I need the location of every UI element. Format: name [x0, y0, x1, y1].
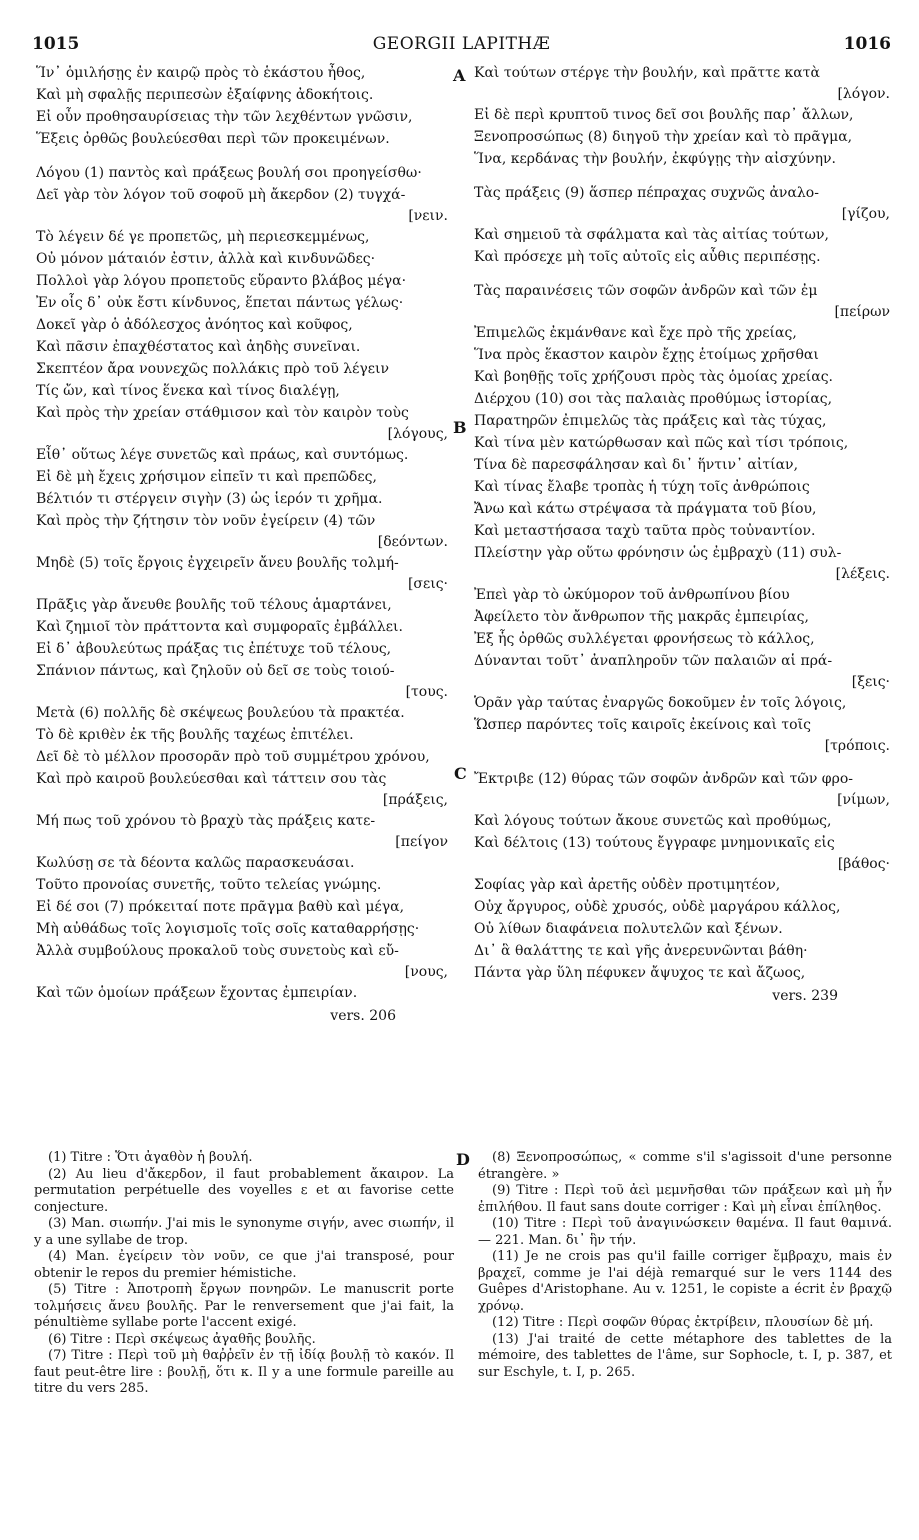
verse-line: Οὐχ ἄργυρος, οὐδὲ χρυσός, οὐδὲ μαργάρου κάλλος, — [474, 899, 841, 915]
footnotes-left — [34, 1150, 454, 1398]
verse-overflow: [λέξεις. — [835, 566, 890, 582]
verse-line: Καὶ σημειοῦ τὰ σφάλματα καὶ τὰς αἰτίας τούτων, — [474, 227, 829, 243]
verse-line: Τὰς πράξεις (9) ἅσπερ πέπραχας συχνῶς ἀναλο- — [474, 185, 819, 201]
verse-line: Καὶ δέλτοις (13) τούτους ἔγγραφε μνημονικαῖς εἰς — [474, 835, 835, 851]
verse-line: Τίς ὤν, καὶ τίνος ἕνεκα καὶ τίνος διαλέγῃ, — [36, 383, 340, 399]
verse-line: Μὴ αὐθάδως τοῖς λογισμοῖς τοῖς σοῖς καταθαρρήσῃς· — [36, 921, 420, 937]
verse-overflow: [λόγον. — [837, 86, 890, 102]
stanza-gap — [474, 268, 890, 280]
verse-line: Ἀλλὰ συμβούλους προκαλοῦ τοὺς συνετοὺς καὶ εὔ- — [36, 943, 399, 959]
footnotes-right — [478, 1150, 892, 1381]
footnote: (10) Titre : Περὶ τοῦ ἀναγινώσκειν θαμένα. Il faut θαμινά. — 221. Man. δι᾿ ἣν τήν. — [478, 1216, 892, 1248]
stanza-gap — [474, 756, 890, 768]
verse-column-left — [36, 62, 448, 1028]
verse-line: Ἐπεὶ γὰρ τὸ ὠκύμορον τοῦ ἀνθρωπίνου βίου — [474, 587, 790, 603]
page-title: GEORGII LAPITHÆ — [372, 34, 551, 54]
verse-overflow: [τους. — [405, 684, 448, 700]
footnote: (6) Titre : Περὶ σκέψεως ἀγαθῆς βουλῆς. — [48, 1331, 316, 1347]
margin-letter-d: D — [456, 1150, 470, 1169]
verse-overflow: [δεόντων. — [377, 534, 448, 550]
verse-column-right — [474, 62, 890, 1008]
verse-line: Μετὰ (6) πολλῆς δὲ σκέψεως βουλεύου τὰ πρακτέα. — [36, 705, 405, 721]
verse-overflow: [σεις· — [407, 576, 448, 592]
verse-line: Δύνανται τοῦτ᾿ ἀναπληροῦν τῶν παλαιῶν αἱ πρά- — [474, 653, 833, 669]
verse-overflow: [βάθος· — [837, 856, 890, 872]
verse-line: Καὶ τίνα μὲν κατώρθωσαν καὶ πῶς καὶ τίσι τρόποις, — [474, 435, 849, 451]
verse-line: Καὶ βοηθῇς τοῖς χρήζουσι πρὸς τὰς ὁμοίας χρείας. — [474, 369, 833, 385]
verse-line: Καὶ τούτων στέργε τὴν βουλήν, καὶ πρᾶττε κατὰ — [474, 65, 820, 81]
margin-letter-c: C — [454, 764, 467, 783]
verse-line: Καὶ πρὸς τὴν ζήτησιν τὸν νοῦν ἐγείρειν (4) τῶν — [36, 513, 376, 529]
verse-overflow: [ξεις· — [851, 674, 890, 690]
verse-overflow: [πράξεις, — [382, 792, 448, 808]
running-header — [32, 34, 891, 58]
verse-overflow: [πείγον — [395, 834, 448, 850]
verse-line: Δεῖ γὰρ τὸν λόγον τοῦ σοφοῦ μὴ ἄκερδον (2) τυγχά- — [36, 187, 406, 203]
verse-line: Ἐν οἷς δ᾿ οὐκ ἔστι κίνδυνος, ἕπεται πάντως γέλως· — [36, 295, 404, 311]
verse-line: Μή πως τοῦ χρόνου τὸ βραχὺ τὰς πράξεις κατε- — [36, 813, 376, 829]
verse-count: vers. 239 — [772, 988, 838, 1004]
verse-line: Δεῖ δὲ τὸ μέλλον προσορᾶν πρὸ τοῦ συμμέτρου χρόνου, — [36, 749, 430, 765]
footnote: (2) Au lieu d'ἄκερδον, il faut probablement ἄκαιρον. La permutation perpétuelle des voyelles ε et αι favorise cette conjecture. — [34, 1166, 454, 1215]
verse-line: Σκεπτέον ἄρα νουνεχῶς πολλάκις πρὸ τοῦ λέγειν — [36, 361, 390, 377]
footnote: (12) Titre : Περὶ σοφῶν θύρας ἐκτρίβειν, πλουσίων δὲ μή. — [492, 1315, 874, 1330]
verse-line: Καὶ πᾶσιν ἐπαχθέστατος καὶ ἀηδὴς συνεῖναι. — [36, 339, 361, 355]
verse-line: Διέρχου (10) σοι τὰς παλαιὰς προθύμως ἱστορίας, — [474, 391, 833, 407]
margin-letter-a: A — [453, 66, 466, 85]
verse-line: Εἰ δὲ μὴ ἔχεις χρήσιμον εἰπεῖν τι καὶ πρεπῶδες, — [36, 469, 377, 485]
verse-line: Ἐπιμελῶς ἐκμάνθανε καὶ ἔχε πρὸ τῆς χρείας, — [474, 325, 797, 341]
verse-line: Ἵνα πρὸς ἕκαστον καιρὸν ἔχῃς ἑτοίμως χρῆσθαι — [474, 347, 819, 363]
verse-line: Εἰ οὖν προθησαυρίσειας τὴν τῶν λεχθέντων γνῶσιν, — [36, 109, 413, 125]
verse-overflow: [γίζου, — [841, 206, 890, 222]
verse-line: Οὐ λίθων διαφάνεια πολυτελῶν καὶ ξένων. — [474, 921, 783, 937]
verse-line: Καὶ πρὸς τὴν χρείαν στάθμισον καὶ τὸν καιρὸν τοὺς — [36, 405, 409, 421]
verse-line: Καὶ ζημιοῖ τὸν πράττοντα καὶ συμφοραῖς ἐμβάλλει. — [36, 619, 403, 635]
verse-overflow: [λόγους, — [387, 426, 448, 442]
verse-line: Ἵνα, κερδάνας τὴν βουλήν, ἐκφύγῃς τὴν αἰσχύνην. — [474, 151, 836, 167]
footnote: (1) Titre : Ὅτι ἀγαθὸν ἡ βουλή. — [48, 1150, 253, 1165]
footnote: (8) Ξενοπροσώπως, « comme s'il s'agissoit d'une personne étrangère. » — [478, 1150, 892, 1182]
verse-line: Τὸ δὲ κριθὲν ἐκ τῆς βουλῆς ταχέως ἐπιτέλει. — [36, 727, 354, 743]
footnote: (4) Man. ἐγείρειν τὸν νοῦν, ce que j'ai transposé, pour obtenir le repos du premier hémistiche. — [34, 1249, 454, 1281]
verse-line: Σπάνιον πάντως, καὶ ζηλοῦν οὐ δεῖ σε τοὺς τοιού- — [36, 663, 395, 679]
verse-line: Καὶ μεταστήσασα ταχὺ ταῦτα πρὸς τοὐναντίον. — [474, 523, 816, 539]
footnote: (7) Titre : Περὶ τοῦ μὴ θαῤῥεῖν ἐν τῇ ἰδίᾳ βουλῇ τὸ κακόν. Il faut peut-être lire : βουλῇ, ὅτι κ. Il y a une formule pareille au titre du vers 285. — [34, 1348, 454, 1396]
margin-letter-b: B — [453, 418, 467, 437]
verse-line: Ἐξ ἧς ὀρθῶς συλλέγεται φρονήσεως τὸ κάλλος, — [474, 631, 815, 647]
verse-line: Πολλοὶ γὰρ λόγου προπετοῦς εὕραντο βλάβος μέγα· — [36, 273, 407, 289]
footnote: (3) Man. σιωπήν. J'ai mis le synonyme σιγήν, avec σιωπήν, il y a une syllabe de trop. — [34, 1216, 454, 1248]
verse-line: Σοφίας γὰρ καὶ ἀρετῆς οὐδὲν προτιμητέον, — [474, 877, 781, 893]
verse-line: Καὶ τίνας ἔλαβε τροπὰς ἡ τύχη τοῖς ἀνθρώποις — [474, 479, 810, 495]
verse-line: Ὥσπερ παρόντες τοῖς καιροῖς ἐκείνοις καὶ τοῖς — [474, 717, 811, 733]
verse-line: Δοκεῖ γὰρ ὁ ἀδόλεσχος ἀνόητος καὶ κοῦφος, — [36, 317, 353, 333]
verse-line: Δι᾿ ἃ θαλάττης τε καὶ γῆς ἀνερευνῶνται βάθη· — [474, 943, 808, 959]
verse-overflow: [νους, — [404, 964, 448, 980]
verse-line: Τοῦτο προνοίας συνετῆς, τοῦτο τελείας γνώμης. — [36, 877, 382, 893]
verse-line: Λόγου (1) παντὸς καὶ πράξεως βουλή σοι προηγείσθω· — [36, 165, 422, 181]
verse-line: Ξενοπροσώπως (8) διηγοῦ τὴν χρείαν καὶ τὸ πρᾶγμα, — [474, 129, 853, 145]
verse-line: Εἶθ᾿ οὕτως λέγε συνετῶς καὶ πράως, καὶ συντόμως. — [36, 447, 409, 463]
verse-line: Τὰς παραινέσεις τῶν σοφῶν ἀνδρῶν καὶ τῶν ἐμ — [474, 283, 818, 299]
footnote: (9) Titre : Περὶ τοῦ ἀεὶ μεμνῆσθαι τῶν πράξεων καὶ μὴ ἦν ἐπιλήθου. Il faut sans doute corriger : Καὶ μὴ εἶναι ἐπίληθος. — [478, 1183, 892, 1215]
verse-line: Οὐ μόνον μάταιόν ἐστιν, ἀλλὰ καὶ κινδυνῶδες· — [36, 251, 376, 267]
verse-overflow: [νίμων, — [837, 792, 890, 808]
verse-line: Εἰ δέ σοι (7) πρόκειταί ποτε πρᾶγμα βαθὺ καὶ μέγα, — [36, 899, 405, 915]
verse-line: Ἀφείλετο τὸν ἄνθρωπον τῆς μακρᾶς ἐμπειρίας, — [474, 609, 809, 625]
verse-line: Ἄνω καὶ κάτω στρέψασα τὰ πράγματα τοῦ βίου, — [474, 501, 817, 517]
verse-line: Ἕξεις ὀρθῶς βουλεύεσθαι περὶ τῶν προκειμένων. — [36, 131, 390, 147]
verse-line: Πλείστην γὰρ οὕτω φρόνησιν ὡς ἐμβραχὺ (11) συλ- — [474, 545, 842, 561]
verse-line: Τὸ λέγειν δέ γε προπετῶς, μὴ περιεσκεμμένως, — [36, 229, 370, 245]
page-number-right: 1016 — [843, 34, 891, 54]
verse-line: Παρατηρῶν ἐπιμελῶς τὰς πράξεις καὶ τὰς τύχας, — [474, 413, 827, 429]
verse-count: vers. 206 — [330, 1008, 396, 1024]
verse-line: Ἔκτριβε (12) θύρας τῶν σοφῶν ἀνδρῶν καὶ τῶν φρο- — [474, 771, 853, 787]
stanza-gap — [474, 170, 890, 182]
verse-line: Καὶ πρόσεχε μὴ τοῖς αὐτοῖς εἰς αὖθις περιπέσῃς. — [474, 249, 821, 265]
verse-line: Βέλτιόν τι στέργειν σιγὴν (3) ὡς ἱερόν τι χρῆμα. — [36, 491, 383, 507]
page-number-left: 1015 — [32, 34, 80, 54]
footnote: (13) J'ai traité de cette métaphore des tablettes de la mémoire, des tablettes de l'âme, sur Sophocle, t. I, p. 387, et sur Eschyle, t. I, p. 265. — [478, 1331, 892, 1380]
verse-line: Μηδὲ (5) τοῖς ἔργοις ἐγχειρεῖν ἄνευ βουλῆς τολμή- — [36, 555, 399, 571]
verse-line: Πρᾶξις γὰρ ἄνευθε βουλῆς τοῦ τέλους ἁμαρτάνει, — [36, 597, 392, 613]
footnote: (11) Je ne crois pas qu'il faille corriger ἔμβραχυ, mais ἐν βραχεῖ, comme je l'ai déjà remarqué sur le vers 1144 des Guêpes d'Aristophane. Au v. 1251, le copiste a écrit ἐν βραχῷ χρόνῳ. — [478, 1249, 892, 1314]
stanza-gap — [36, 150, 448, 162]
verse-line: Τίνα δὲ παρεσφάλησαν καὶ δι᾿ ἥντιν᾿ αἰτίαν, — [474, 457, 799, 473]
verse-line: Εἰ δὲ περὶ κρυπτοῦ τινος δεῖ σοι βουλῆς παρ᾿ ἄλλων, — [474, 107, 854, 123]
verse-line: Εἰ δ᾿ ἀβουλεύτως πράξας τις ἐπέτυχε τοῦ τέλους, — [36, 641, 392, 657]
verse-line: Ὁρᾶν γὰρ ταύτας ἐναργῶς δοκοῦμεν ἐν τοῖς λόγοις, — [474, 695, 847, 711]
verse-overflow: [νειν. — [408, 208, 448, 224]
verse-line: Κωλύσῃ σε τὰ δέοντα καλῶς παρασκευάσαι. — [36, 855, 355, 871]
verse-overflow: [τρόποις. — [824, 738, 890, 754]
verse-line: Καὶ πρὸ καιροῦ βουλεύεσθαι καὶ τάττειν σου τὰς — [36, 771, 387, 787]
verse-line: Καὶ λόγους τούτων ἄκουε συνετῶς καὶ προθύμως, — [474, 813, 832, 829]
verse-line: Πάντα γὰρ ὕλη πέφυκεν ἄψυχος τε καὶ ἄζωος, — [474, 965, 806, 981]
verse-line: Καὶ τῶν ὁμοίων πράξεων ἔχοντας ἐμπειρίαν. — [36, 985, 358, 1001]
verse-overflow: [πείρων — [834, 304, 890, 320]
footnote: (5) Titre : Ἀποτροπὴ ἔργων πονηρῶν. Le manuscrit porte τολμήσεις ἄνευ βουλῆς. Par le renversement que j'ai fait, la pénultième syllabe porte l'accent exigé. — [34, 1282, 454, 1330]
verse-line: Καὶ μὴ σφαλῇς περιπεσὼν ἐξαίφνης ἀδοκήτοις. — [36, 87, 374, 103]
verse-line: Ἵν᾿ ὁμιλήσῃς ἐν καιρῷ πρὸς τὸ ἑκάστου ἦθος, — [36, 65, 366, 81]
